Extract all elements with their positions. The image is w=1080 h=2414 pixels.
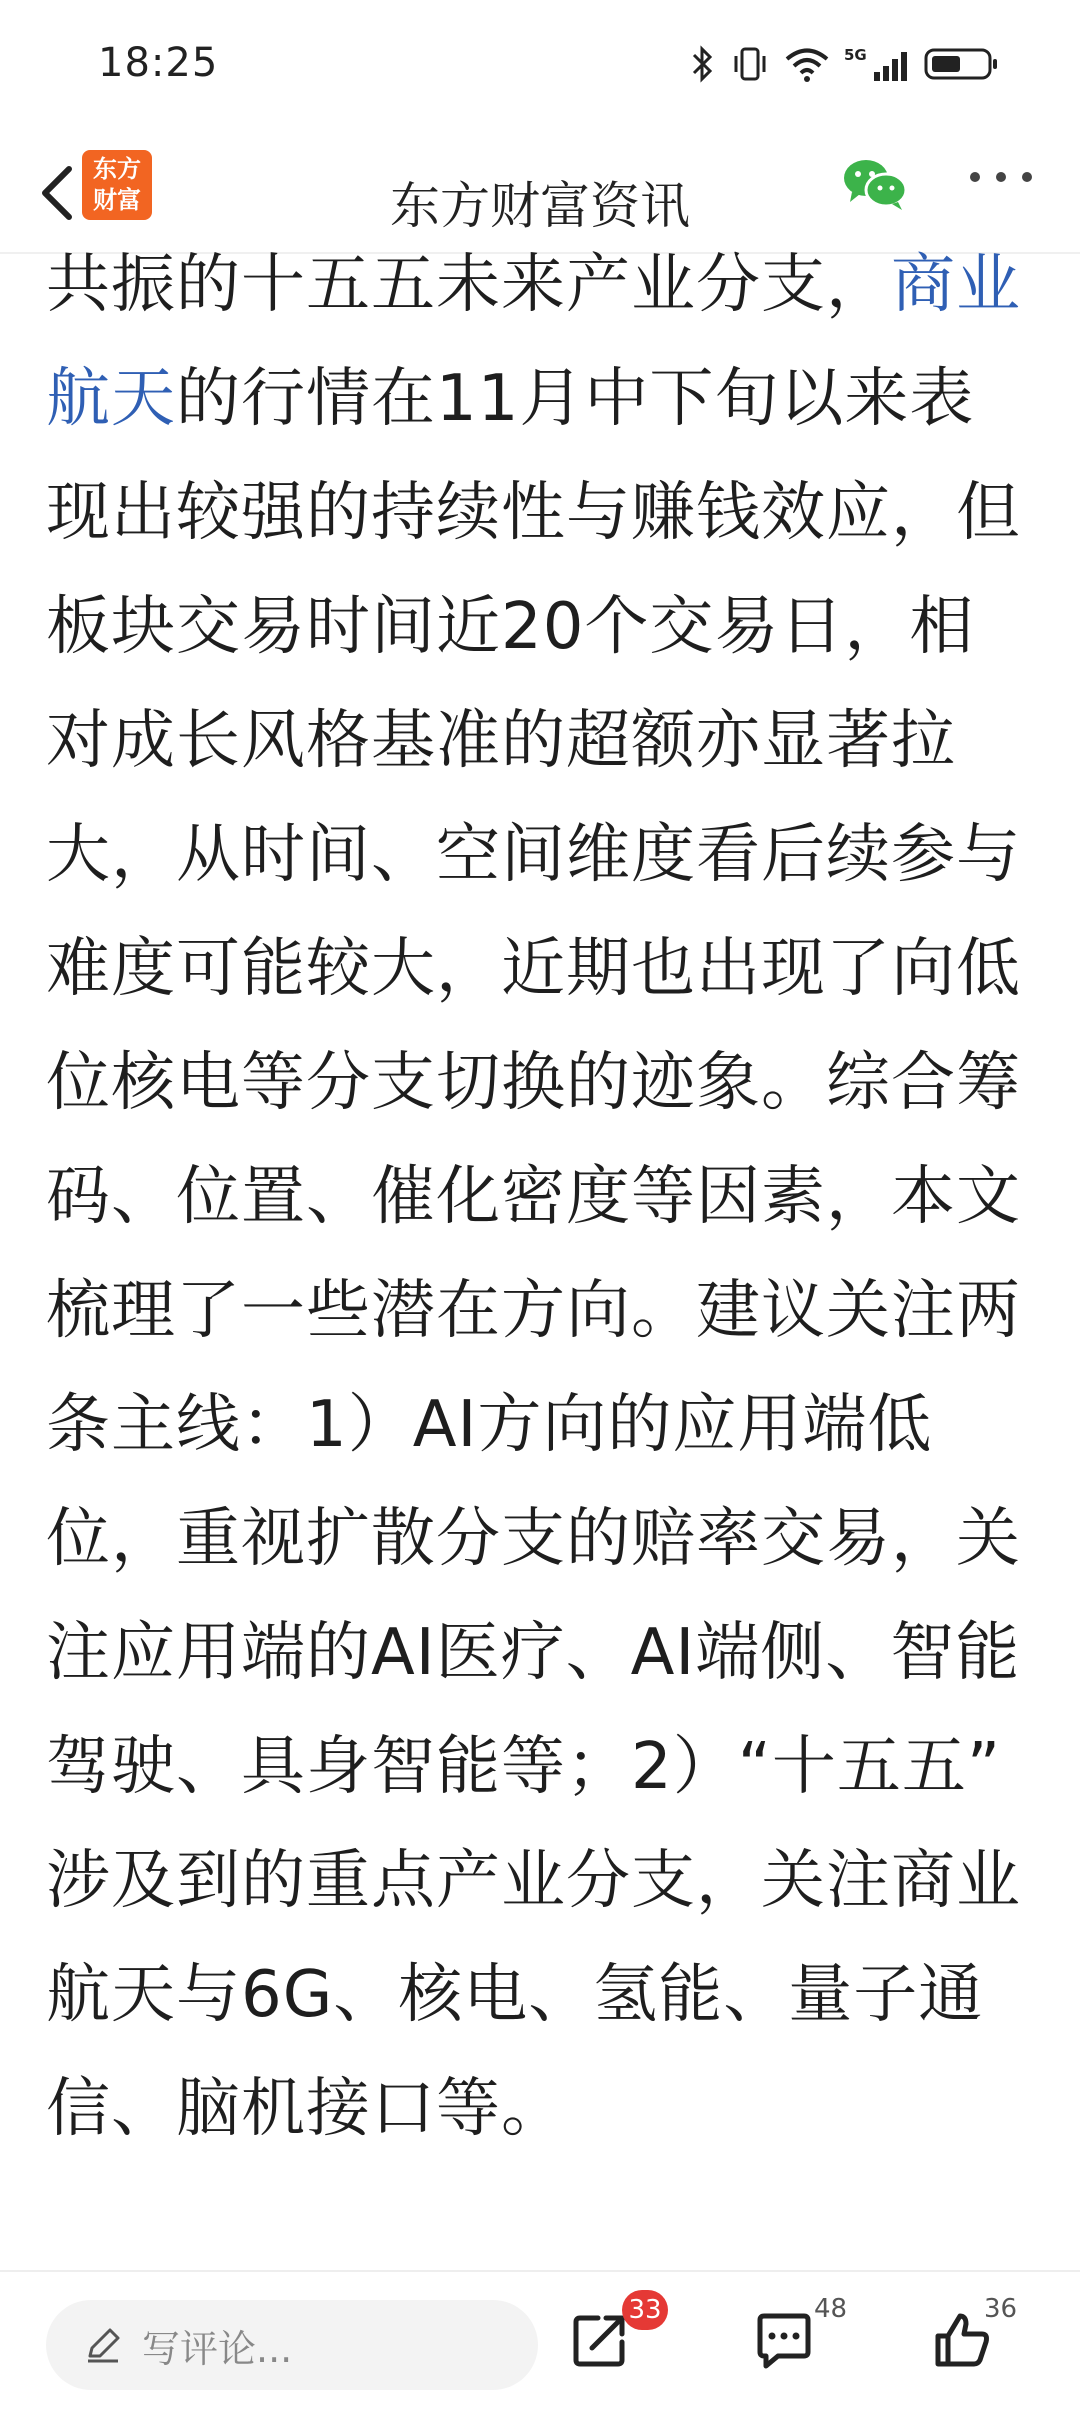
inline-link[interactable]: 商业 [891, 248, 1021, 322]
logo-line1: 东方 [93, 155, 141, 183]
comment-placeholder: 写评论... [142, 2326, 293, 2371]
article-body [46, 226, 1036, 2190]
more-dot-icon [1022, 172, 1032, 182]
line-text-pre: 难度可能较大，近期也出现了向低 [46, 932, 1021, 1006]
article-line [46, 1026, 1036, 1140]
status-icons [690, 40, 1000, 88]
comment-icon [752, 2308, 816, 2372]
vibrate-icon [730, 44, 770, 84]
line-text-pre: 信、脑机接口等。 [46, 2072, 566, 2146]
more-dot-icon [970, 172, 980, 182]
line-text-pre: 大，从时间、空间维度看后续参与 [46, 818, 1021, 892]
share-icon [568, 2308, 632, 2372]
comment-count: 48 [814, 2294, 848, 2324]
battery-icon [924, 44, 1000, 84]
line-text-pre: 条主线：1）AI方向的应用端低 [46, 1388, 933, 1462]
article-line [46, 1254, 1036, 1368]
article-line [46, 1596, 1036, 1710]
line-text-pre: 位，重视扩散分支的赔率交易，关 [46, 1502, 1021, 1576]
status-time: 18:25 [98, 40, 219, 86]
line-text-pre: 对成长风格基准的超额亦显著拉 [46, 704, 956, 778]
article-line [46, 1368, 1036, 1482]
like-count: 36 [984, 2294, 1018, 2324]
line-text-post: 的行情在11月中下旬以来表 [176, 362, 975, 436]
line-text-pre: 航天与6G、核电、氢能、量子通 [46, 1958, 984, 2032]
pencil-icon [84, 2326, 122, 2364]
article-line [46, 456, 1036, 570]
wechat-share-button[interactable] [842, 156, 908, 216]
article-line [46, 912, 1036, 1026]
line-text-pre: 注应用端的AI医疗、AI端侧、智能 [46, 1616, 1021, 1690]
article-line [46, 1824, 1036, 1938]
logo-line2: 财富 [93, 186, 141, 214]
signal-5g-icon [844, 44, 910, 84]
article-line [46, 570, 1036, 684]
network-label: 5G [844, 46, 867, 64]
wechat-icon [842, 156, 908, 212]
line-text-pre: 共振的十五五未来产业分支， [46, 248, 891, 322]
bottom-action-bar [0, 2270, 1080, 2414]
bluetooth-icon [690, 44, 716, 84]
wifi-icon [784, 44, 830, 84]
article-line [46, 2052, 1036, 2166]
line-text-pre: 驾驶、具身智能等；2）“十五五” [46, 1730, 1002, 1804]
page-title: 东方财富资讯 [390, 177, 690, 235]
more-dot-icon [996, 172, 1006, 182]
article-line [46, 228, 1036, 342]
line-text-pre: 现出较强的持续性与赚钱效应，但 [46, 476, 1021, 550]
article-text [46, 226, 1036, 2166]
article-line [46, 1482, 1036, 1596]
line-text-pre: 梳理了一些潜在方向。建议关注两 [46, 1274, 1021, 1348]
article-line [46, 1938, 1036, 2052]
line-text-pre: 涉及到的重点产业分支，关注商业 [46, 1844, 1021, 1918]
article-line [46, 342, 1036, 456]
article-line [46, 1710, 1036, 1824]
share-button[interactable] [568, 2295, 662, 2376]
line-text-pre: 板块交易时间近20个交易日，相 [46, 590, 975, 664]
article-line [46, 1140, 1036, 1254]
like-button[interactable] [930, 2294, 1018, 2376]
comment-input[interactable] [46, 2300, 538, 2390]
comments-button[interactable] [752, 2294, 848, 2376]
status-bar [0, 0, 1080, 136]
article-line [46, 684, 1036, 798]
share-badge: 33 [622, 2290, 668, 2330]
inline-link[interactable]: 航天 [46, 362, 176, 436]
article-line [46, 798, 1036, 912]
line-text-pre: 位核电等分支切换的迹象。综合筹 [46, 1046, 1021, 1120]
more-options-button[interactable] [970, 172, 1032, 182]
line-text-pre: 码、位置、催化密度等因素，本文 [46, 1160, 1021, 1234]
